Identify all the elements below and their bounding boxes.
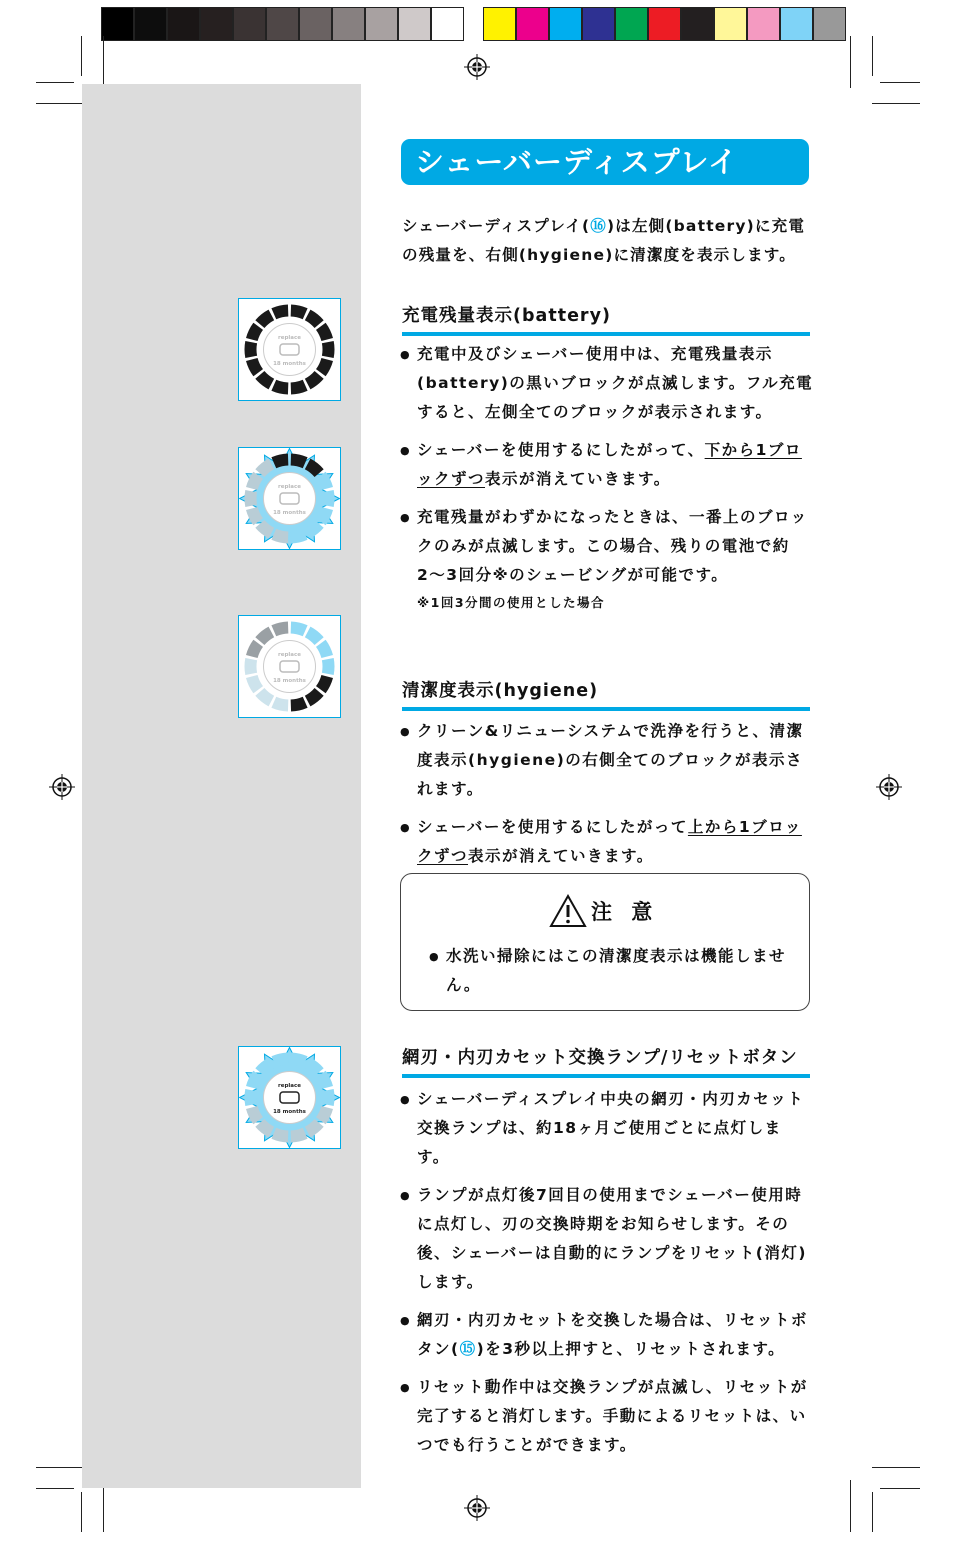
display-center — [264, 641, 316, 693]
list-item: ● 充電残量がわずかになったときは、一番上のブロックのみが点滅します。この場合、残りの電池で約2〜3回分※のシェービングが可能です。 — [400, 503, 814, 590]
hygiene-block — [322, 658, 335, 675]
sidebar-panel — [82, 84, 361, 1488]
battery-b2-post: 表示が消えていきます。 — [485, 470, 671, 488]
caution-title: 注 意 — [591, 900, 659, 924]
footnote: ※1回3分間の使用とした場合 — [417, 595, 606, 610]
hygiene-block — [305, 688, 324, 706]
months-label: 18 months — [273, 361, 306, 367]
replace-label: replace — [278, 484, 301, 490]
intro-ref-number: ⑯ — [590, 217, 607, 235]
hygiene-b2-underline: 上から1ブロックずつ — [417, 818, 802, 865]
crop-mark — [872, 1467, 920, 1468]
crop-mark — [880, 1488, 920, 1489]
crop-mark — [36, 1488, 74, 1489]
battery-b2-pre: シェーバーを使用するにしたがって、 — [417, 441, 705, 459]
hygiene-block — [305, 310, 324, 328]
battery-heading: 充電残量表示(battery) — [402, 302, 810, 336]
crop-mark — [880, 82, 920, 83]
hygiene-heading: 清潔度表示(hygiene) — [402, 677, 810, 711]
shaver-display-icon — [239, 299, 340, 400]
hygiene-block — [316, 640, 333, 658]
hygiene-block — [291, 305, 308, 320]
crop-mark — [81, 1492, 82, 1532]
shaver-display-icon — [239, 448, 340, 549]
color-swatch-bar — [483, 7, 846, 43]
display-illustration-replace — [238, 1046, 341, 1149]
crop-mark — [36, 103, 82, 104]
list-item: ● 充電中及びシェーバー使用中は、充電残量表示(battery)の黒いブロックが点滅します。フル充電すると、左側全てのブロックが表示されます。 — [400, 340, 814, 427]
color-swatch — [714, 7, 747, 41]
crop-mark — [36, 82, 74, 83]
color-swatch — [582, 7, 615, 41]
hygiene-block — [316, 675, 333, 693]
color-swatch — [813, 7, 846, 41]
crop-mark — [36, 1467, 82, 1468]
color-swatch — [747, 7, 780, 41]
hygiene-block — [316, 358, 333, 376]
display-center — [264, 473, 316, 525]
hygiene-b2-post: 表示が消えていきます。 — [468, 847, 654, 865]
crop-mark — [850, 36, 851, 88]
intro-text-2: )は左側(battery)に充電の残量を、右側(hygiene)に清潔度を表示します。 — [402, 217, 806, 264]
color-swatch — [398, 7, 431, 41]
hygiene-list — [400, 717, 814, 880]
crop-mark — [103, 36, 104, 88]
intro-text-1: シェーバーディスプレイ( — [402, 217, 591, 235]
hygiene-block — [291, 697, 308, 712]
battery-b2-underline: 下から1ブロックずつ — [417, 441, 802, 488]
color-swatch — [780, 7, 813, 41]
shaver-display-icon — [239, 1047, 340, 1148]
list-item: ● クリーン&リニューシステムで洗浄を行うと、清潔度表示(hygiene)の右側全てのブロックが表示されます。 — [400, 717, 814, 804]
replace-label: replace — [278, 335, 301, 341]
replace-label: replace — [278, 1083, 301, 1089]
color-swatch — [101, 7, 134, 41]
battery-list — [400, 340, 814, 613]
hygiene-block — [322, 341, 335, 358]
battery-block — [255, 310, 274, 328]
color-swatch — [200, 7, 233, 41]
display-illustration-full — [238, 298, 341, 401]
list-item: ● ランプが点灯後7回目の使用までシェーバー使用時に点灯し、刃の交換時期をお知らせします。その後、シェーバーは自動的にランプをリセット(消灯)します。 — [400, 1181, 814, 1297]
cassette-b3-pre: 網刃・内刃カセットを交換した場合は、リセットボタン( — [417, 1311, 808, 1358]
display-illustration-hygiene — [238, 615, 341, 718]
list-item — [400, 1306, 814, 1364]
display-center — [264, 324, 316, 376]
list-item: ● 水洗い掃除にはこの清潔度表示は機能しません。 — [429, 942, 789, 1000]
battery-block — [271, 697, 288, 712]
cassette-b3-post: )を3秒以上押すと、リセットされます。 — [476, 1340, 786, 1358]
color-swatch — [431, 7, 464, 41]
months-label: 18 months — [273, 678, 306, 684]
battery-block — [271, 622, 288, 637]
hygiene-block — [291, 622, 308, 637]
battery-block — [255, 688, 274, 706]
color-swatch — [516, 7, 549, 41]
hygiene-block — [322, 1089, 335, 1106]
hygiene-block — [322, 490, 335, 507]
battery-block — [271, 305, 288, 320]
color-swatch — [365, 7, 398, 41]
shaver-display-icon — [239, 616, 340, 717]
hygiene-block — [305, 627, 324, 645]
hygiene-block — [291, 380, 308, 395]
hygiene-b2-pre: シェーバーを使用するにしたがって — [417, 818, 688, 836]
color-swatch — [233, 7, 266, 41]
battery-block — [245, 341, 258, 358]
registration-mark-icon — [876, 774, 902, 800]
cassette-b3-ref: ⑮ — [459, 1340, 477, 1358]
gray-color-bar — [101, 7, 464, 43]
color-swatch — [167, 7, 200, 41]
list-item: ● リセット動作中は交換ランプが点滅し、リセットが完了すると消灯します。手動によるリセットは、いつでも行うことができます。 — [400, 1373, 814, 1460]
battery-block — [245, 490, 258, 507]
battery-block — [245, 658, 258, 675]
list-item — [400, 436, 814, 494]
battery-block — [245, 1089, 258, 1106]
battery-block — [271, 380, 288, 395]
crop-mark — [850, 1480, 851, 1532]
hygiene-block — [305, 371, 324, 389]
color-swatch — [615, 7, 648, 41]
hygiene-block — [316, 323, 333, 341]
color-swatch — [648, 7, 681, 41]
color-swatch — [134, 7, 167, 41]
months-label: 18 months — [273, 1109, 306, 1115]
crop-mark — [872, 103, 920, 104]
color-swatch — [332, 7, 365, 41]
battery-block — [255, 627, 274, 645]
crop-mark — [81, 36, 82, 76]
battery-block — [246, 358, 263, 376]
months-label: 18 months — [273, 510, 306, 516]
cassette-list — [400, 1085, 814, 1469]
color-swatch — [266, 7, 299, 41]
replace-label: replace — [278, 652, 301, 658]
registration-mark-icon — [464, 1495, 490, 1521]
display-illustration-top-blink — [238, 447, 341, 550]
battery-block — [246, 640, 263, 658]
list-item: ● シェーバーディスプレイ中央の網刃・内刃カセット交換ランプは、約18ヶ月ご使用ごとに点灯します。 — [400, 1085, 814, 1172]
caution-text — [429, 942, 789, 1009]
crop-mark — [872, 1492, 873, 1532]
page-title: シェーバーディスプレイ — [401, 139, 809, 185]
battery-block — [246, 675, 263, 693]
battery-block — [246, 323, 263, 341]
registration-mark-icon — [464, 54, 490, 80]
color-swatch — [681, 7, 714, 41]
warning-triangle-icon — [549, 894, 587, 928]
list-item — [400, 813, 814, 871]
caution-box — [400, 873, 810, 1011]
intro-paragraph — [402, 212, 812, 270]
crop-mark — [872, 36, 873, 76]
caution-header — [549, 894, 658, 928]
color-swatch — [299, 7, 332, 41]
color-swatch — [549, 7, 582, 41]
battery-block — [255, 371, 274, 389]
cassette-heading: 網刃・内刃カセット交換ランプ/リセットボタン — [402, 1044, 810, 1078]
color-swatch — [483, 7, 516, 41]
display-center — [264, 1072, 316, 1124]
registration-mark-icon — [49, 774, 75, 800]
